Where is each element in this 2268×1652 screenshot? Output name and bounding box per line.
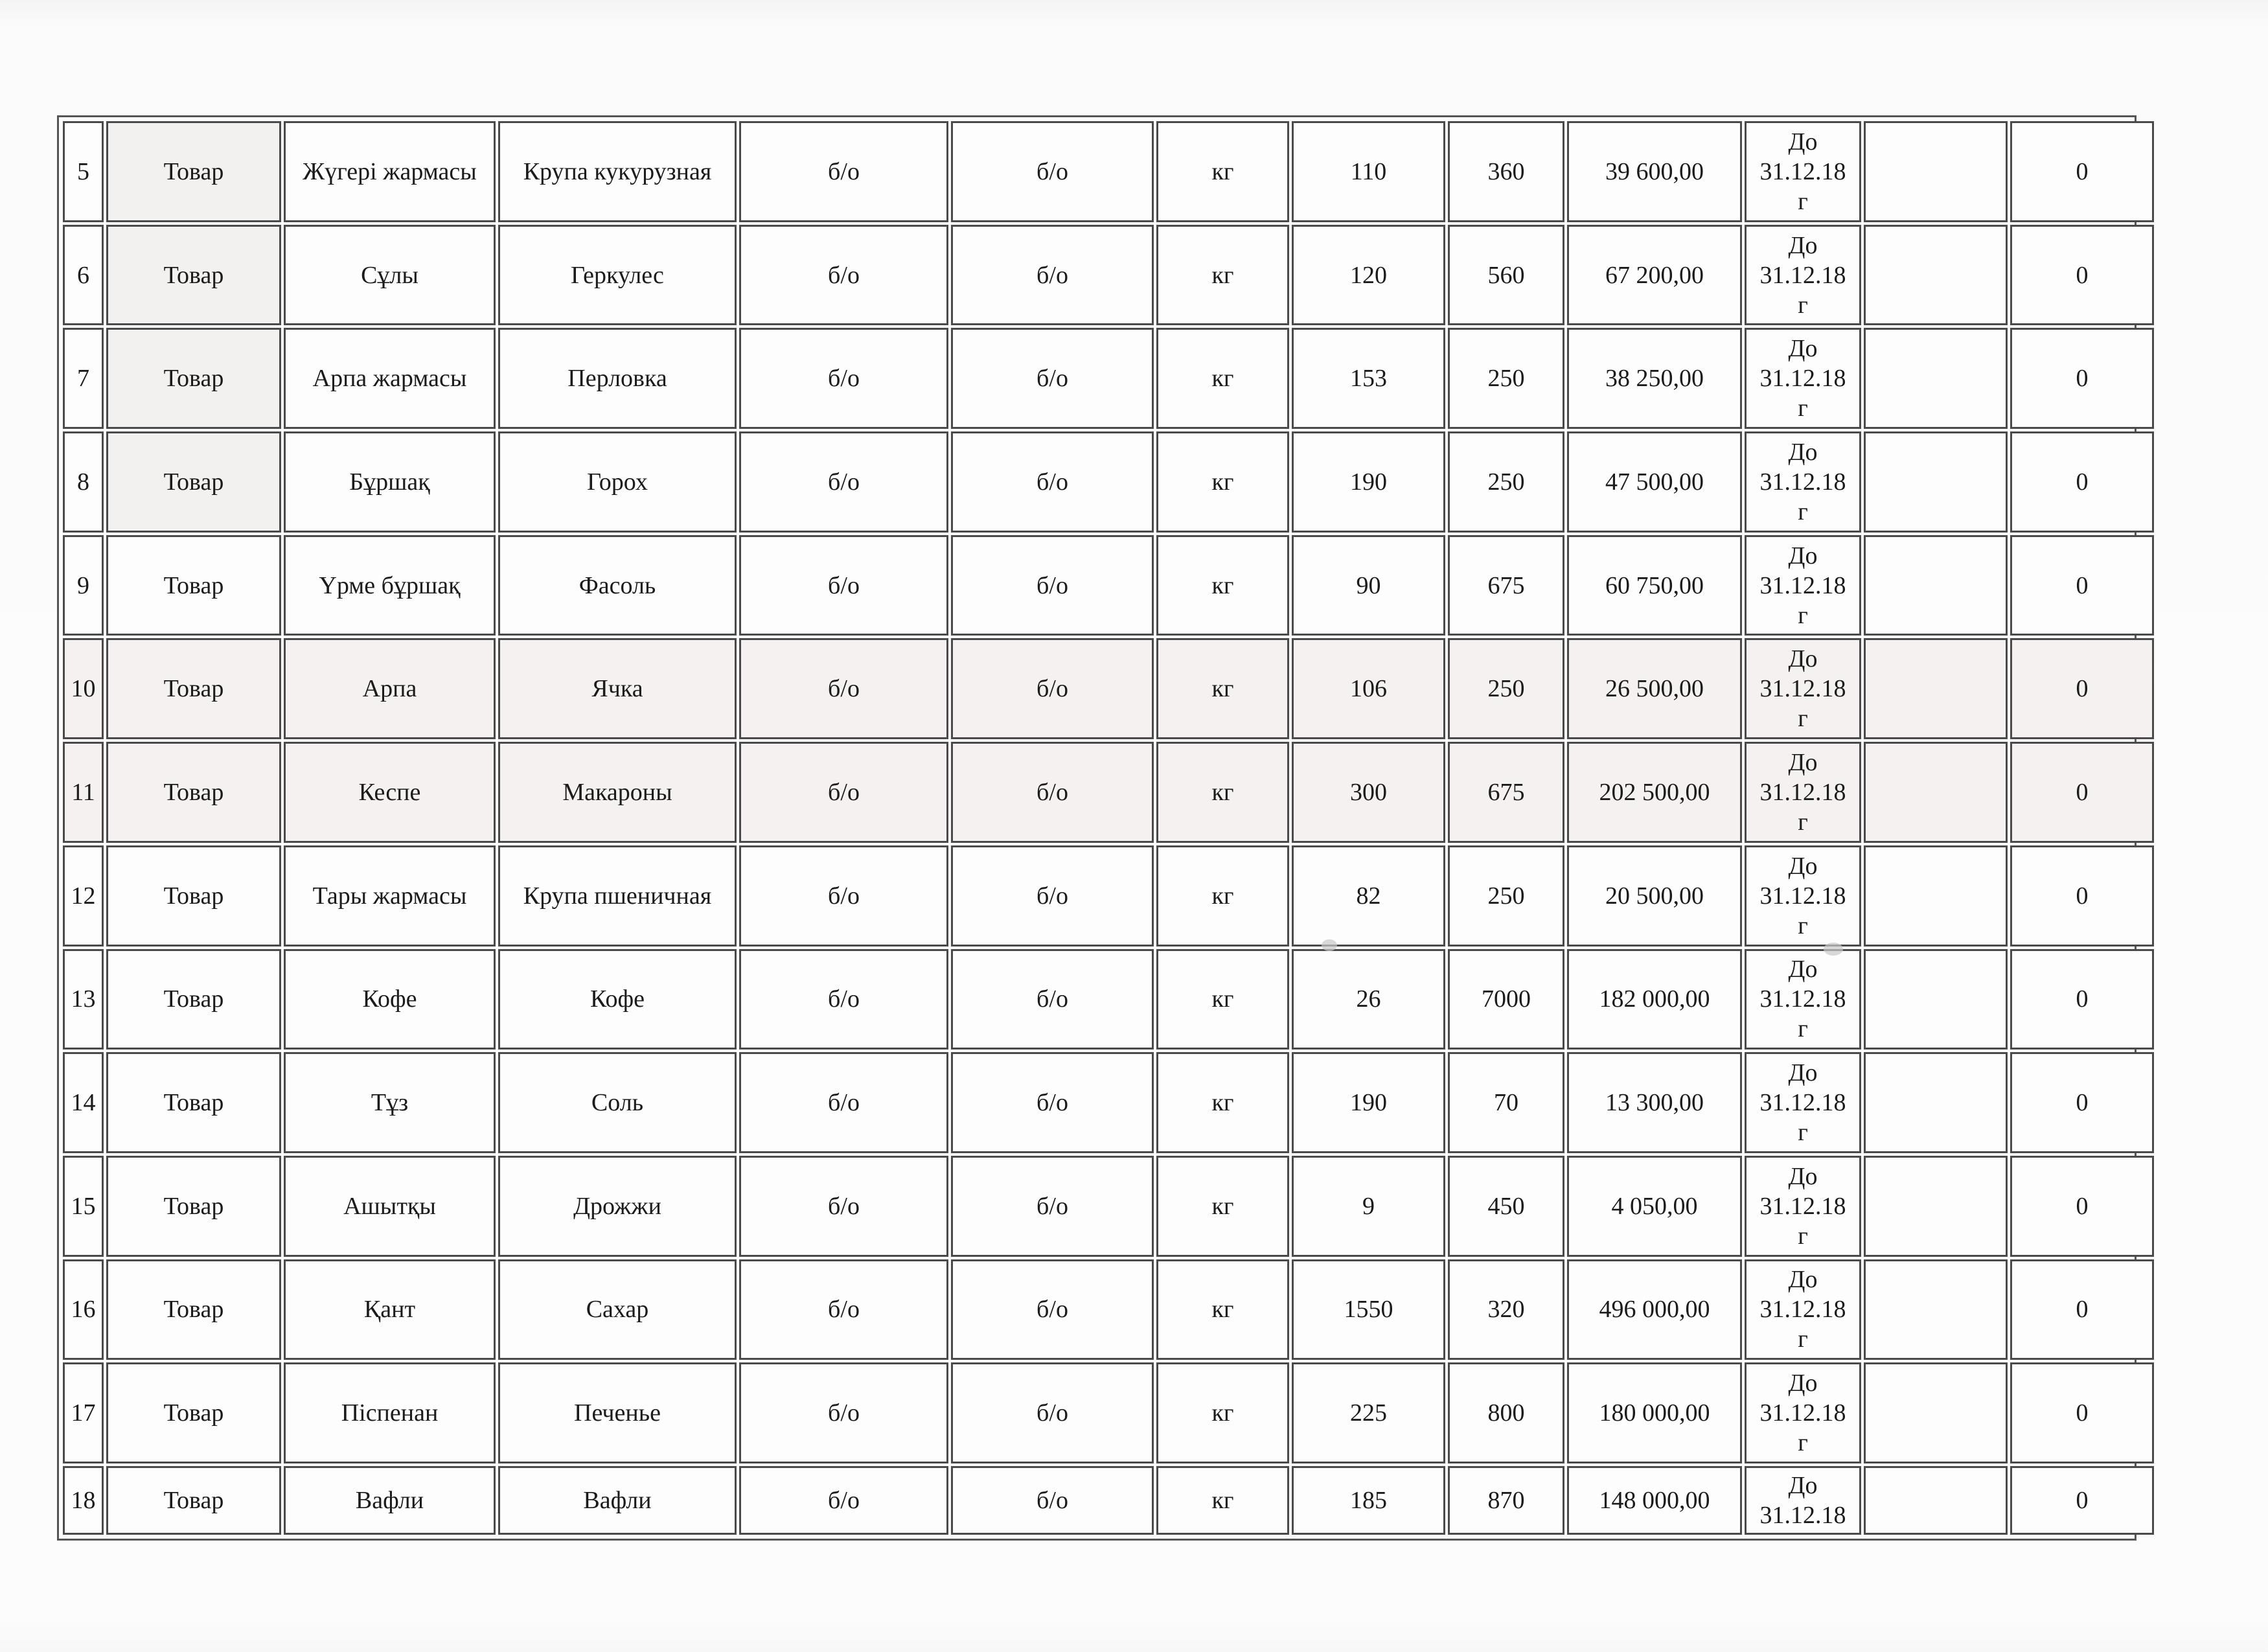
quantity-cell: 225	[1292, 1362, 1445, 1463]
sum-cell: 180 000,00	[1567, 1362, 1742, 1463]
delivery-term-line: До	[1788, 1266, 1818, 1294]
unit-cell: кг	[1156, 845, 1289, 946]
item-type-cell: Товар	[106, 742, 281, 843]
row-number-cell: 7	[63, 328, 104, 429]
price-cell: 7000	[1448, 949, 1564, 1050]
item-name-kz-cell: Піспенан	[284, 1362, 496, 1463]
item-type-cell: Товар	[106, 1156, 281, 1257]
delivery-term-line: г	[1798, 912, 1808, 939]
delivery-term-line: г	[1798, 808, 1808, 836]
empty-cell	[1864, 845, 2008, 946]
additional-spec-cell: б/о	[951, 949, 1154, 1050]
table-row	[63, 949, 2154, 1050]
amount-cell: 0	[2010, 535, 2154, 636]
table-row	[63, 845, 2154, 946]
price-cell: 800	[1448, 1362, 1564, 1463]
specification-cell: б/о	[739, 1362, 948, 1463]
empty-cell	[1864, 225, 2008, 326]
item-name-ru-cell: Геркулес	[498, 225, 737, 326]
item-name-ru-cell: Горох	[498, 431, 737, 533]
delivery-term-line: До	[1788, 1471, 1818, 1499]
additional-spec-cell: б/о	[951, 121, 1154, 222]
delivery-term-line: До	[1788, 1059, 1818, 1087]
price-cell: 250	[1448, 328, 1564, 429]
delivery-term-line: г	[1798, 1119, 1808, 1147]
delivery-term-line: 31.12.18	[1759, 985, 1846, 1013]
empty-cell	[1864, 949, 2008, 1050]
specification-cell: б/о	[739, 431, 948, 533]
empty-cell	[1864, 431, 2008, 533]
specification-cell: б/о	[739, 1259, 948, 1360]
delivery-term-line: г	[1798, 1325, 1808, 1353]
delivery-term-line: 31.12.18	[1759, 882, 1846, 910]
table-row	[63, 1259, 2154, 1360]
quantity-cell: 300	[1292, 742, 1445, 843]
empty-cell	[1864, 1362, 2008, 1463]
item-type-cell: Товар	[106, 225, 281, 326]
sum-cell: 26 500,00	[1567, 638, 1742, 739]
amount-cell: 0	[2010, 328, 2154, 429]
amount-cell: 0	[2010, 1362, 2154, 1463]
amount-cell: 0	[2010, 949, 2154, 1050]
quantity-cell: 120	[1292, 225, 1445, 326]
price-cell: 870	[1448, 1466, 1564, 1535]
delivery-term-line: г	[1798, 601, 1808, 629]
item-name-kz-cell: Бұршақ	[284, 431, 496, 533]
price-cell: 250	[1448, 845, 1564, 946]
quantity-cell: 185	[1292, 1466, 1445, 1535]
row-number-cell: 13	[63, 949, 104, 1050]
specification-cell: б/о	[739, 535, 948, 636]
delivery-term-line: До	[1788, 852, 1818, 880]
item-type-cell: Товар	[106, 121, 281, 222]
price-cell: 450	[1448, 1156, 1564, 1257]
delivery-term-line: До	[1788, 438, 1818, 466]
sum-cell: 4 050,00	[1567, 1156, 1742, 1257]
empty-cell	[1864, 535, 2008, 636]
delivery-term-line: До	[1788, 1370, 1818, 1397]
delivery-term-cell	[1745, 431, 1861, 533]
scan-speck	[1824, 943, 1843, 956]
scan-speck	[1322, 939, 1337, 951]
unit-cell: кг	[1156, 1466, 1289, 1535]
unit-cell: кг	[1156, 1362, 1289, 1463]
empty-cell	[1864, 1052, 2008, 1153]
delivery-term-line: 31.12.18	[1759, 365, 1846, 393]
amount-cell: 0	[2010, 1466, 2154, 1535]
additional-spec-cell: б/о	[951, 638, 1154, 739]
price-cell: 70	[1448, 1052, 1564, 1153]
price-cell: 360	[1448, 121, 1564, 222]
delivery-term-cell	[1745, 1362, 1861, 1463]
price-cell: 320	[1448, 1259, 1564, 1360]
price-cell: 675	[1448, 742, 1564, 843]
price-cell: 675	[1448, 535, 1564, 636]
row-number-cell: 12	[63, 845, 104, 946]
empty-cell	[1864, 1156, 2008, 1257]
amount-cell: 0	[2010, 1156, 2154, 1257]
delivery-term-line: г	[1798, 187, 1808, 215]
delivery-term-line: До	[1788, 542, 1818, 569]
additional-spec-cell: б/о	[951, 1156, 1154, 1257]
additional-spec-cell: б/о	[951, 328, 1154, 429]
item-name-ru-cell: Печенье	[498, 1362, 737, 1463]
item-type-cell: Товар	[106, 535, 281, 636]
delivery-term-cell	[1745, 638, 1861, 739]
specification-cell: б/о	[739, 1466, 948, 1535]
item-name-kz-cell: Кеспе	[284, 742, 496, 843]
item-name-ru-cell: Перловка	[498, 328, 737, 429]
sum-cell: 60 750,00	[1567, 535, 1742, 636]
goods-table-frame	[57, 115, 2136, 1541]
delivery-term-line: г	[1798, 705, 1808, 733]
empty-cell	[1864, 1466, 2008, 1535]
delivery-term-line: До	[1788, 956, 1818, 983]
unit-cell: кг	[1156, 1052, 1289, 1153]
sum-cell: 39 600,00	[1567, 121, 1742, 222]
goods-table	[60, 119, 2157, 1537]
additional-spec-cell: б/о	[951, 535, 1154, 636]
delivery-term-line: 31.12.18	[1759, 1399, 1846, 1427]
delivery-term-cell	[1745, 1259, 1861, 1360]
delivery-term-line: До	[1788, 1162, 1818, 1190]
additional-spec-cell: б/о	[951, 1052, 1154, 1153]
delivery-term-line: До	[1788, 128, 1818, 155]
amount-cell: 0	[2010, 845, 2154, 946]
unit-cell: кг	[1156, 535, 1289, 636]
table-row	[63, 1466, 2154, 1535]
row-number-cell: 14	[63, 1052, 104, 1153]
item-name-kz-cell: Кофе	[284, 949, 496, 1050]
item-type-cell: Товар	[106, 1362, 281, 1463]
item-name-kz-cell: Сұлы	[284, 225, 496, 326]
item-name-ru-cell: Фасоль	[498, 535, 737, 636]
delivery-term-line: До	[1788, 231, 1818, 259]
unit-cell: кг	[1156, 225, 1289, 326]
quantity-cell: 190	[1292, 1052, 1445, 1153]
item-name-ru-cell: Макароны	[498, 742, 737, 843]
price-cell: 560	[1448, 225, 1564, 326]
item-type-cell: Товар	[106, 1466, 281, 1535]
row-number-cell: 6	[63, 225, 104, 326]
item-name-kz-cell: Ашытқы	[284, 1156, 496, 1257]
item-type-cell: Товар	[106, 431, 281, 533]
specification-cell: б/о	[739, 328, 948, 429]
item-name-ru-cell: Дрожжи	[498, 1156, 737, 1257]
delivery-term-line: 31.12.18	[1759, 1296, 1846, 1324]
additional-spec-cell: б/о	[951, 225, 1154, 326]
quantity-cell: 26	[1292, 949, 1445, 1050]
row-number-cell: 9	[63, 535, 104, 636]
delivery-term-cell	[1745, 121, 1861, 222]
delivery-term-cell	[1745, 1466, 1861, 1535]
unit-cell: кг	[1156, 328, 1289, 429]
item-name-ru-cell: Сахар	[498, 1259, 737, 1360]
price-cell: 250	[1448, 431, 1564, 533]
sum-cell: 38 250,00	[1567, 328, 1742, 429]
empty-cell	[1864, 742, 2008, 843]
specification-cell: б/о	[739, 1156, 948, 1257]
delivery-term-line: г	[1798, 1429, 1808, 1457]
unit-cell: кг	[1156, 742, 1289, 843]
delivery-term-cell	[1745, 1156, 1861, 1257]
delivery-term-line: г	[1798, 1015, 1808, 1043]
price-cell: 250	[1448, 638, 1564, 739]
specification-cell: б/о	[739, 225, 948, 326]
row-number-cell: 16	[63, 1259, 104, 1360]
item-name-kz-cell: Қант	[284, 1259, 496, 1360]
delivery-term-line: 31.12.18	[1759, 157, 1846, 185]
additional-spec-cell: б/о	[951, 1466, 1154, 1535]
quantity-cell: 82	[1292, 845, 1445, 946]
table-row	[63, 328, 2154, 429]
amount-cell: 0	[2010, 1259, 2154, 1360]
delivery-term-line: 31.12.18	[1759, 1501, 1846, 1529]
sum-cell: 13 300,00	[1567, 1052, 1742, 1153]
item-name-kz-cell: Вафли	[284, 1466, 496, 1535]
item-name-kz-cell: Тұз	[284, 1052, 496, 1153]
delivery-term-cell	[1745, 535, 1861, 636]
delivery-term-cell	[1745, 328, 1861, 429]
sum-cell: 148 000,00	[1567, 1466, 1742, 1535]
additional-spec-cell: б/о	[951, 1259, 1154, 1360]
item-name-ru-cell: Кофе	[498, 949, 737, 1050]
delivery-term-cell	[1745, 845, 1861, 946]
delivery-term-line: 31.12.18	[1759, 1089, 1846, 1117]
item-name-kz-cell: Үрме бұршақ	[284, 535, 496, 636]
delivery-term-cell	[1745, 1052, 1861, 1153]
delivery-term-line: 31.12.18	[1759, 778, 1846, 806]
unit-cell: кг	[1156, 638, 1289, 739]
row-number-cell: 8	[63, 431, 104, 533]
item-name-kz-cell: Тары жармасы	[284, 845, 496, 946]
delivery-term-line: 31.12.18	[1759, 261, 1846, 289]
delivery-term-line: 31.12.18	[1759, 1192, 1846, 1220]
specification-cell: б/о	[739, 638, 948, 739]
delivery-term-line: До	[1788, 335, 1818, 363]
item-type-cell: Товар	[106, 638, 281, 739]
amount-cell: 0	[2010, 742, 2154, 843]
specification-cell: б/о	[739, 949, 948, 1050]
row-number-cell: 11	[63, 742, 104, 843]
sum-cell: 496 000,00	[1567, 1259, 1742, 1360]
sum-cell: 20 500,00	[1567, 845, 1742, 946]
item-name-ru-cell: Вафли	[498, 1466, 737, 1535]
delivery-term-line: г	[1798, 395, 1808, 422]
table-row	[63, 431, 2154, 533]
item-name-ru-cell: Ячка	[498, 638, 737, 739]
delivery-term-line: г	[1798, 1222, 1808, 1250]
row-number-cell: 18	[63, 1466, 104, 1535]
specification-cell: б/о	[739, 121, 948, 222]
quantity-cell: 90	[1292, 535, 1445, 636]
delivery-term-line: 31.12.18	[1759, 468, 1846, 496]
item-type-cell: Товар	[106, 845, 281, 946]
table-row	[63, 742, 2154, 843]
row-number-cell: 17	[63, 1362, 104, 1463]
table-row	[63, 121, 2154, 222]
unit-cell: кг	[1156, 121, 1289, 222]
delivery-term-line: До	[1788, 645, 1818, 673]
quantity-cell: 153	[1292, 328, 1445, 429]
quantity-cell: 1550	[1292, 1259, 1445, 1360]
amount-cell: 0	[2010, 1052, 2154, 1153]
empty-cell	[1864, 638, 2008, 739]
amount-cell: 0	[2010, 638, 2154, 739]
delivery-term-line: г	[1798, 291, 1808, 319]
amount-cell: 0	[2010, 225, 2154, 326]
unit-cell: кг	[1156, 431, 1289, 533]
item-name-ru-cell: Крупа кукурузная	[498, 121, 737, 222]
sum-cell: 67 200,00	[1567, 225, 1742, 326]
table-body	[63, 121, 2154, 1535]
specification-cell: б/о	[739, 742, 948, 843]
sum-cell: 202 500,00	[1567, 742, 1742, 843]
quantity-cell: 9	[1292, 1156, 1445, 1257]
delivery-term-line: До	[1788, 748, 1818, 776]
item-name-kz-cell: Арпа жармасы	[284, 328, 496, 429]
table-row	[63, 535, 2154, 636]
row-number-cell: 15	[63, 1156, 104, 1257]
specification-cell: б/о	[739, 1052, 948, 1153]
table-row	[63, 1156, 2154, 1257]
row-number-cell: 10	[63, 638, 104, 739]
table-row	[63, 1362, 2154, 1463]
amount-cell: 0	[2010, 431, 2154, 533]
unit-cell: кг	[1156, 1156, 1289, 1257]
additional-spec-cell: б/о	[951, 845, 1154, 946]
additional-spec-cell: б/о	[951, 742, 1154, 843]
item-name-ru-cell: Соль	[498, 1052, 737, 1153]
item-name-kz-cell: Арпа	[284, 638, 496, 739]
quantity-cell: 106	[1292, 638, 1445, 739]
table-row	[63, 638, 2154, 739]
additional-spec-cell: б/о	[951, 431, 1154, 533]
sum-cell: 47 500,00	[1567, 431, 1742, 533]
item-name-kz-cell: Жүгері жармасы	[284, 121, 496, 222]
delivery-term-line: 31.12.18	[1759, 675, 1846, 703]
table-row	[63, 225, 2154, 326]
item-type-cell: Товар	[106, 328, 281, 429]
delivery-term-cell	[1745, 949, 1861, 1050]
table-row	[63, 1052, 2154, 1153]
specification-cell: б/о	[739, 845, 948, 946]
empty-cell	[1864, 328, 2008, 429]
unit-cell: кг	[1156, 949, 1289, 1050]
item-type-cell: Товар	[106, 1259, 281, 1360]
row-number-cell: 5	[63, 121, 104, 222]
delivery-term-cell	[1745, 225, 1861, 326]
empty-cell	[1864, 121, 2008, 222]
quantity-cell: 190	[1292, 431, 1445, 533]
delivery-term-line: г	[1798, 498, 1808, 525]
quantity-cell: 110	[1292, 121, 1445, 222]
delivery-term-cell	[1745, 742, 1861, 843]
amount-cell: 0	[2010, 121, 2154, 222]
empty-cell	[1864, 1259, 2008, 1360]
additional-spec-cell: б/о	[951, 1362, 1154, 1463]
item-type-cell: Товар	[106, 1052, 281, 1153]
item-name-ru-cell: Крупа пшеничная	[498, 845, 737, 946]
item-type-cell: Товар	[106, 949, 281, 1050]
sum-cell: 182 000,00	[1567, 949, 1742, 1050]
delivery-term-line: 31.12.18	[1759, 571, 1846, 599]
unit-cell: кг	[1156, 1259, 1289, 1360]
